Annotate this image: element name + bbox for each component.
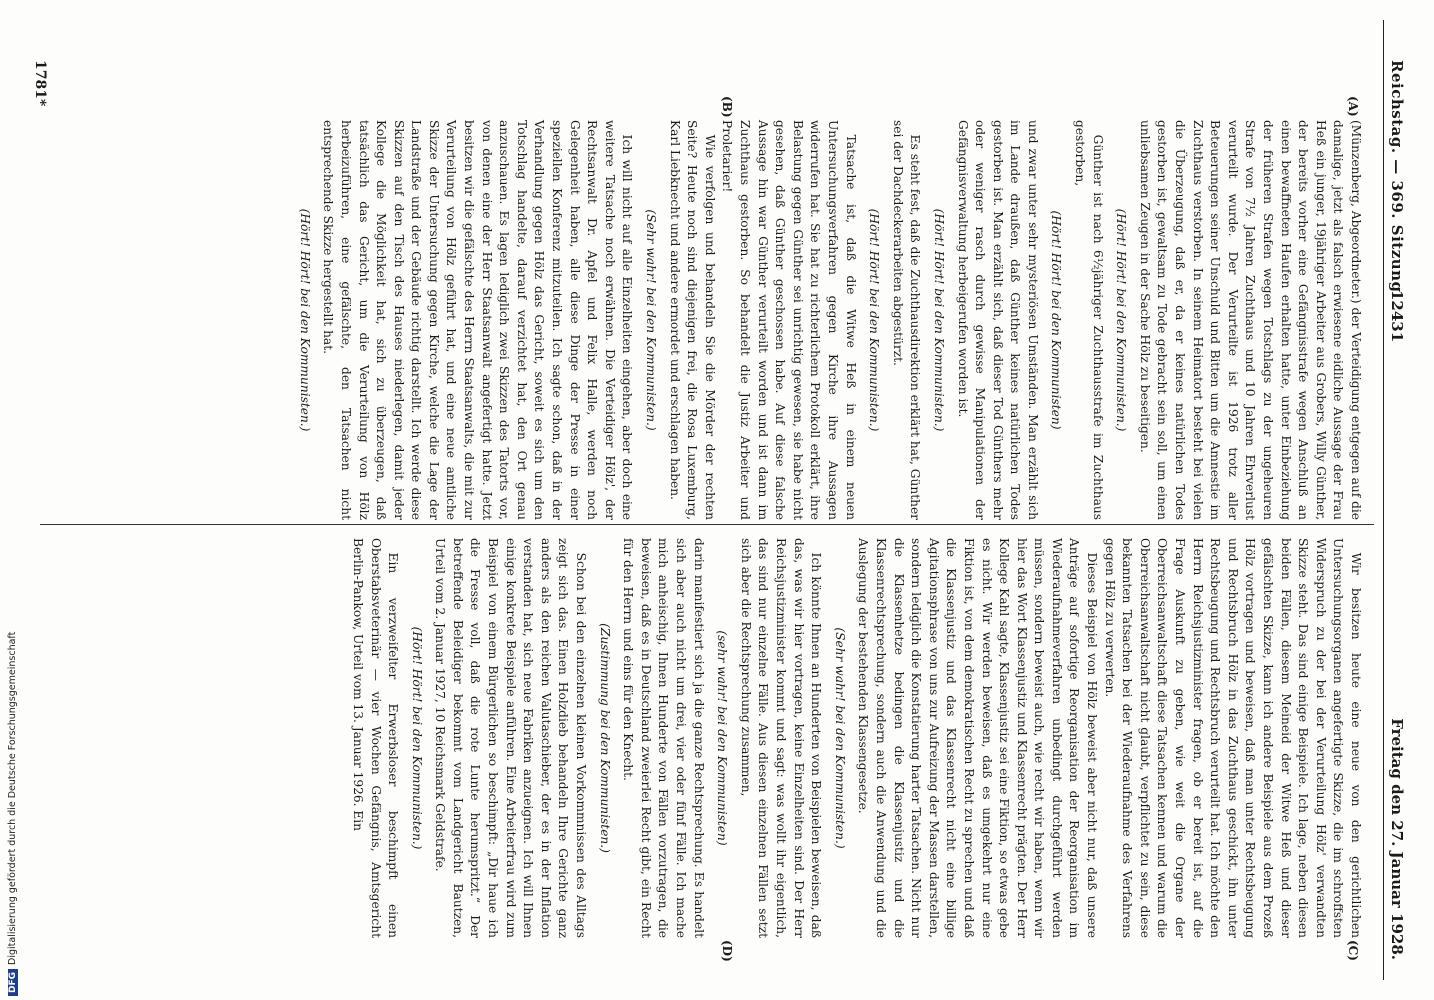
paragraph: (Münzenberg, Abgeordneter.) der Verteidigung entgegen auf die damalige, jetzt als falsch erwiesene eidliche Aussage der Frau Heß ein junger, 19jähriger Arbeiter aus Grobers, Willy Günther, der bereits vorher eine Gefängnisstrafe wegen Anschluß an einen bewaffneten Haufen erhalten hatte, unter Einbeziehung der früheren Strafen wegen Totschlags zu der ungeheuren Strafe von 7½ Jahren Zuchthaus und 10 Jahren Ehrverlust verurteilt wurde. Der Verurteilte ist 1926 trotz aller Beteuerungen seiner Unschuld und Bitten um die Amnestie im Zuchthaus verstorben. In seinem Heimatort besteht bei vielen die Überzeugung, daß er, da er keines natürlichen Todes gestorben ist, gewaltsam zu Tode gebracht sein soll, um einen unliebsamen Zeugen in der Sache Hölz zu beseitigen. bbox=[1137, 120, 1363, 520]
interjection: (Hört! Hört! bei den Kommunisten.) bbox=[409, 626, 424, 850]
margin-mark-d: (D) bbox=[720, 940, 734, 962]
column-divider bbox=[40, 524, 1374, 525]
header-date: Freitag den 27. Januar 1928. bbox=[1388, 718, 1406, 960]
paragraph: und zwar unter sehr mysteriösen Umständen. Man erzählt sich im Lande draußen, daß Günther keines natürlichen Todes gestorben ist. Man erzählt sich, daß dieser Tod Günthers mehr oder weniger rasch durch gewisse Manipulationen der Gefängnisverwaltung herbeigerufen worden ist. bbox=[955, 120, 1040, 520]
paragraph: Schon bei den einzelnen kleinen Vorkommnissen des Alltags zeigt sich das. Einen Holzdieb behandeln Ihre Gerichte ganz anders als den reichen Valutaschieber, der es in der Inflation verstanden hat, sich neue Fabriken anzueignen. Ich will Ihnen einige konkrete Beispiele anführen. Eine Arbeiterfrau wird zum Beispiel von einem Bürgerlichen so beschimpft: „Dir haue ich die Fresse voll, daß die rote Lunte herumspritzt.“ Der betreffende Beleidiger bekommt vom Landgericht Bautzen, Urteil vom 2. Januar 1927, 10 Reichsmark Geldstrafe. bbox=[433, 538, 589, 938]
paragraph: Dieses Beispiel von Hölz beweist aber nicht nur, daß unsere Anträge auf sofortige Reorganisation der Reorganisation im Wiederaufnahmeverfahren unbedingt durchgeführt werden müssen, sondern beweist auch, wie recht wir haben, wenn wir hier das Wort Klassenjustiz und Klassenrecht prägten. Der Herr Kollege Kahl sagte, Klassenjustiz sei eine Fiktion, so etwas gebe es nicht. Wir werden beweisen, daß es umgekehrt nur eine Fiktion ist, von dem demokratischen Recht zu sprechen und daß die Klassenjustiz und das Klassenrecht nicht eine billige Agitationsphrase von uns zur Aufreizung der Massen darstellen, sondern lediglich die Konstatierung harter Tatsachen. Nicht nur die Klassenhetze bedingen die Klassenjustiz und die Klassenrechtsprechung, sondern auch die Anwendung und die Auslegung der bestehenden Klassengesetze. bbox=[856, 538, 1100, 938]
interjection: (Sehr wahr! bei den Kommunisten.) bbox=[644, 209, 659, 431]
interjection: (Hört! Hört! bei den Kommunisten.) bbox=[297, 208, 312, 432]
digitization-credit bbox=[7, 632, 18, 996]
paragraph: Tatsache ist, daß die Witwe Heß in einem neuen Untersuchungsverfahren gegen Kirche ihre Aussagen widerrufen hat. Sie hat zu richterlichem Protokoll erklärt, ihre Belastung gegen Günther sei unrichtig gewesen, sie habe nicht gesehen, daß Günther geschossen habe. Auf diese falsche Aussage hin war Günther verurteilt worden und ist dann im Zuchthaus gestorben. So behandelt die Justiz Arbeiter und Proletarier! bbox=[720, 120, 858, 520]
paragraph: darin manifestiert sich ja die ganze Rechtsprechung. Es handelt sich aber auch nicht um drei, vier oder fünf Fälle. Ich mache mich anheischig, Ihnen Hunderte von Fällen vorzutragen, die beweisen, daß es in Deutschland zweierlei Recht gibt, ein Recht für den Herrn und eins für den Knecht. bbox=[621, 538, 706, 938]
paragraph: Günther ist nach 6½jähriger Zuchthausstrafe im Zuchthaus gestorben, bbox=[1073, 120, 1105, 520]
interjection: (Hört! Hört! bei den Kommunisten) bbox=[1049, 210, 1064, 430]
interjection: (Hört! Hört! bei den Kommunisten.) bbox=[931, 208, 946, 432]
margin-mark-c: (C) bbox=[1346, 940, 1360, 961]
paragraph: Wir besitzen heute eine neue von den gerichtlichen Untersuchungsorganen angefertigte Skizze, die im schroffsten Widerspruch zu der bei der Verurteilung Hölz' verwandten Skizze steht. Das sind einige Beispiele. Ich lage, neben diesen beiden Fällen, diesem Meineid der Witwe Heß und dieser gefälschten Skizze, kann ich andere Beispiele aus dem Prozeß Hölz vortragen und beweisen, daß man unter Rechtsbeugung und Rechtsbruch Hölz in das Zuchthaus geschickt, ihn unter Rechtsbeugung und Rechtsbruch verurteilt hat. Ich möchte den Herrn Reichsjustizminister fragen, ob er bereit ist, auf die Frage Auskunft zu geben, wie weit die Organe der Oberreichsanwaltschaft diese Tatsachen kennen und warum die Oberreichsanwaltschaft nicht glaubt, verpflichtet zu sein, diese bekannten Tatsachen bei der Wiederaufnahme des Verfahrens gegen Hölz zu verwerten. bbox=[1102, 538, 1363, 938]
paragraph: Ich könnte Ihnen an Hunderten von Beispielen beweisen, daß das, was wir hier vortragen, keine Einzelheiten sind. Der Herr Reichsjustizminister kommt und sagt: was wollt ihr eigentlich, das sind nur einzelne Fälle. Aus diesen einzelnen Fällen setzt sich aber die Rechtsprechung zusammen, bbox=[738, 538, 824, 938]
interjection: (Hört! Hört! bei den Kommunisten.) bbox=[867, 208, 882, 432]
margin-mark-a: (A) bbox=[1346, 96, 1360, 117]
left-column bbox=[289, 120, 1364, 520]
dfg-logo: DFG bbox=[8, 969, 18, 996]
right-column bbox=[348, 538, 1364, 938]
credit-text: Digitalisierung gefördert durch die Deutsche Forschungsgemeinschaft bbox=[7, 631, 18, 965]
interjection: (Sehr wahr! bei den Kommunisten.) bbox=[832, 627, 847, 849]
paragraph: Ein verzweifelter Erwerbsloser beschimpft einen Oberstabsveterinär — vier Wochen Gefängnis, Amtsgericht Berlin-Pankow, Urteil vom 13. Januar 1926. Ein bbox=[350, 538, 401, 938]
header-rule bbox=[1383, 20, 1384, 980]
header-session: Reichstag. — 369. Sitzung. bbox=[1388, 60, 1406, 299]
interjection: (Hört! Hört! bei den Kommunisten.) bbox=[1114, 208, 1129, 432]
interjection: (Zustimmung bei den Kommunisten.) bbox=[597, 623, 612, 853]
page-mark: 1781* bbox=[32, 60, 48, 107]
page-header bbox=[1374, 60, 1414, 960]
margin-mark-b: (B) bbox=[720, 96, 734, 118]
paragraph: Es steht fest, daß die Zuchthausdirektion erklärt hat, Günther sei der Dachdeckerarbeiten abgestürzt. bbox=[890, 120, 923, 520]
interjection: (sehr wahr! bei den Kommunisten) bbox=[715, 630, 730, 846]
header-page-number: 12431 bbox=[1388, 290, 1406, 343]
paragraph: Ich will nicht auf alle Einzelheiten eingehen, aber doch eine weitere Tatsache noch erwähnen. Die Verteidiger Hölz', der Rechtsanwalt Dr. Apfel und Felix Halle, werden noch Gelegenheit haben, alle diese Dinge der Presse in einer speziellen Konferenz mitzuteilen. Ich sagte schon, daß in der Verhandlung gegen Hölz das Gericht, soweit es sich um den Totschlag handelte, darauf verzichtet hat, den Ort genau anzuschauen. Es lagen lediglich zwei Skizzen des Tatorts vor, von denen eine der Herr Staatsanwalt angefertigt hatte. Jetzt besitzen wir die gefälschte des Herrn Staatsanwalts, die mit zur Verurteilung von Hölz geführt hat, und eine neue amtliche Skizze der Untersuchung gegen Kirche, welche die Lage der Landstraße und der Gebäude richtig darstellt. Ich werde diese Skizzen auf den Tisch des Hauses niederlegen, damit jeder Kollege die Möglichkeit hat, sich zu überzeugen, daß tatsächlich das Gericht, um die Verurteilung von Hölz herbeizuführen, eine gefälschte, den Tatsachen nicht entsprechende Skizze hergestellt hat. bbox=[321, 120, 635, 520]
paragraph: Wie verfolgen und behandeln Sie die Mörder der rechten Seite? Heute noch sind diejenigen frei, die Rosa Luxemburg, Karl Liebknecht und andere ermordet und erschlagen haben. bbox=[667, 120, 717, 520]
